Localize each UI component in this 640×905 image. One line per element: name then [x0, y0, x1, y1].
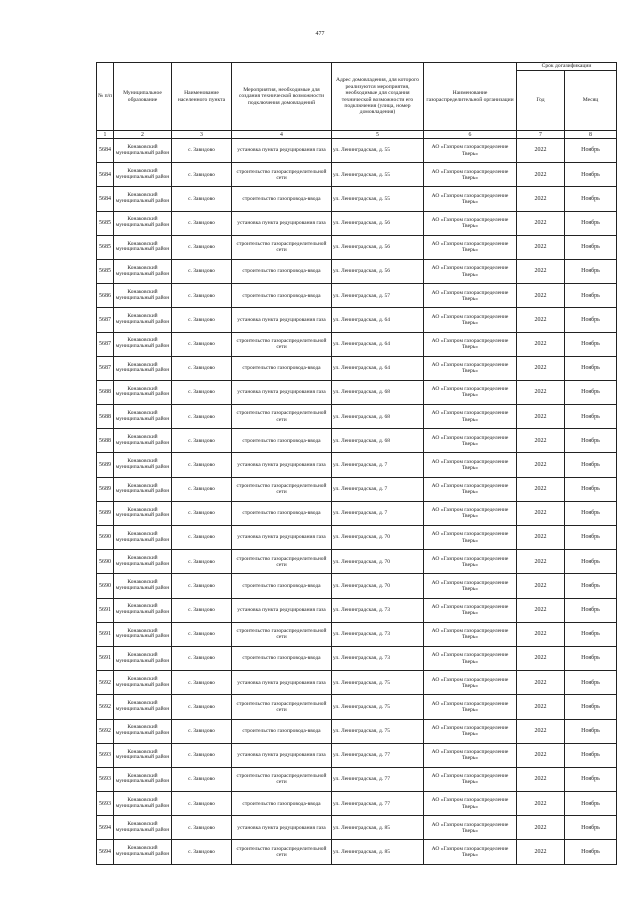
column-number: 3: [172, 131, 232, 139]
year-cell: 2022: [517, 405, 565, 429]
organization-cell: АО «Газпром газораспределение Тверь»: [424, 429, 517, 453]
year-cell: 2022: [517, 139, 565, 163]
measure-cell: строительство газопровода-ввода: [232, 356, 332, 380]
month-cell: Ноябрь: [565, 767, 617, 791]
address-cell: ул. Ленинградская, д. 75: [332, 719, 424, 743]
measure-cell: строительство газопровода-ввода: [232, 574, 332, 598]
measure-cell: строительство газопровода-ввода: [232, 259, 332, 283]
organization-cell: АО «Газпром газораспределение Тверь»: [424, 840, 517, 864]
organization-cell: АО «Газпром газораспределение Тверь»: [424, 163, 517, 187]
year-cell: 2022: [517, 187, 565, 211]
measure-cell: строительство газораспределительной сети: [232, 405, 332, 429]
measure-cell: строительство газораспределительной сети: [232, 332, 332, 356]
row-number: 5690: [97, 574, 114, 598]
municipality-cell: Конаковский муниципальный район: [114, 405, 172, 429]
column-number: 5: [332, 131, 424, 139]
year-cell: 2022: [517, 308, 565, 332]
organization-cell: АО «Газпром газораспределение Тверь»: [424, 792, 517, 816]
address-cell: ул. Ленинградская, д. 7: [332, 453, 424, 477]
measure-cell: установка пункта редуцирования газа: [232, 308, 332, 332]
month-cell: Ноябрь: [565, 598, 617, 622]
table-row: [97, 671, 617, 695]
year-cell: 2022: [517, 743, 565, 767]
organization-cell: АО «Газпром газораспределение Тверь»: [424, 622, 517, 646]
municipality-cell: Конаковский муниципальный район: [114, 743, 172, 767]
month-cell: Ноябрь: [565, 550, 617, 574]
organization-cell: АО «Газпром газораспределение Тверь»: [424, 356, 517, 380]
column-number: 1: [97, 131, 114, 139]
year-cell: 2022: [517, 380, 565, 404]
settlement-cell: с. Завидово: [172, 574, 232, 598]
year-cell: 2022: [517, 598, 565, 622]
municipality-cell: Конаковский муниципальный район: [114, 284, 172, 308]
organization-cell: АО «Газпром газораспределение Тверь»: [424, 671, 517, 695]
row-number: 5684: [97, 139, 114, 163]
year-cell: 2022: [517, 622, 565, 646]
header-address: Адрес домовладения, для которого реализуются мероприятия, необходимые для создания технической возможности его подключения (улица, номер домовладения): [332, 63, 424, 131]
table-row: [97, 477, 617, 501]
year-cell: 2022: [517, 719, 565, 743]
month-cell: Ноябрь: [565, 453, 617, 477]
address-cell: ул. Ленинградская, д. 77: [332, 743, 424, 767]
row-number: 5691: [97, 646, 114, 670]
table-row: [97, 646, 617, 670]
settlement-cell: с. Завидово: [172, 187, 232, 211]
year-cell: 2022: [517, 646, 565, 670]
address-cell: ул. Ленинградская, д. 64: [332, 308, 424, 332]
measure-cell: строительство газопровода-ввода: [232, 429, 332, 453]
address-cell: ул. Ленинградская, д. 70: [332, 550, 424, 574]
year-cell: 2022: [517, 163, 565, 187]
address-cell: ул. Ленинградская, д. 68: [332, 380, 424, 404]
organization-cell: АО «Газпром газораспределение Тверь»: [424, 332, 517, 356]
month-cell: Ноябрь: [565, 332, 617, 356]
table-row: [97, 356, 617, 380]
table-row: [97, 816, 617, 840]
municipality-cell: Конаковский муниципальный район: [114, 139, 172, 163]
measure-cell: строительство газораспределительной сети: [232, 695, 332, 719]
settlement-cell: с. Завидово: [172, 332, 232, 356]
table-row: [97, 695, 617, 719]
municipality-cell: Конаковский муниципальный район: [114, 767, 172, 791]
year-cell: 2022: [517, 574, 565, 598]
measure-cell: строительство газопровода-ввода: [232, 792, 332, 816]
column-numbers-row: [97, 131, 617, 139]
address-cell: ул. Ленинградская, д. 56: [332, 211, 424, 235]
settlement-cell: с. Завидово: [172, 501, 232, 525]
table-row: [97, 526, 617, 550]
organization-cell: АО «Газпром газораспределение Тверь»: [424, 477, 517, 501]
row-number: 5694: [97, 816, 114, 840]
measure-cell: строительство газопровода-ввода: [232, 284, 332, 308]
year-cell: 2022: [517, 211, 565, 235]
month-cell: Ноябрь: [565, 308, 617, 332]
organization-cell: АО «Газпром газораспределение Тверь»: [424, 816, 517, 840]
table-row: [97, 453, 617, 477]
header-mo: Муниципальное образование: [114, 63, 172, 131]
organization-cell: АО «Газпром газораспределение Тверь»: [424, 501, 517, 525]
municipality-cell: Конаковский муниципальный район: [114, 332, 172, 356]
organization-cell: АО «Газпром газораспределение Тверь»: [424, 574, 517, 598]
settlement-cell: с. Завидово: [172, 695, 232, 719]
address-cell: ул. Ленинградская, д. 64: [332, 356, 424, 380]
address-cell: ул. Ленинградская, д. 73: [332, 598, 424, 622]
header-settlement: Наименование населенного пункта: [172, 63, 232, 131]
row-number: 5688: [97, 380, 114, 404]
organization-cell: АО «Газпром газораспределение Тверь»: [424, 235, 517, 259]
measure-cell: установка пункта редуцирования газа: [232, 380, 332, 404]
row-number: 5684: [97, 187, 114, 211]
month-cell: Ноябрь: [565, 671, 617, 695]
year-cell: 2022: [517, 429, 565, 453]
month-cell: Ноябрь: [565, 405, 617, 429]
measure-cell: установка пункта редуцирования газа: [232, 598, 332, 622]
month-cell: Ноябрь: [565, 695, 617, 719]
row-number: 5685: [97, 211, 114, 235]
address-cell: ул. Ленинградская, д. 75: [332, 695, 424, 719]
address-cell: ул. Ленинградская, д. 70: [332, 526, 424, 550]
settlement-cell: с. Завидово: [172, 550, 232, 574]
year-cell: 2022: [517, 695, 565, 719]
year-cell: 2022: [517, 259, 565, 283]
row-number: 5693: [97, 743, 114, 767]
municipality-cell: Конаковский муниципальный район: [114, 695, 172, 719]
month-cell: Ноябрь: [565, 574, 617, 598]
settlement-cell: с. Завидово: [172, 405, 232, 429]
settlement-cell: с. Завидово: [172, 429, 232, 453]
table-row: [97, 598, 617, 622]
address-cell: ул. Ленинградская, д. 57: [332, 284, 424, 308]
municipality-cell: Конаковский муниципальный район: [114, 211, 172, 235]
column-number: 4: [232, 131, 332, 139]
row-number: 5687: [97, 332, 114, 356]
measure-cell: установка пункта редуцирования газа: [232, 816, 332, 840]
settlement-cell: с. Завидово: [172, 284, 232, 308]
table-row: [97, 405, 617, 429]
address-cell: ул. Ленинградская, д. 75: [332, 671, 424, 695]
address-cell: ул. Ленинградская, д. 55: [332, 139, 424, 163]
month-cell: Ноябрь: [565, 719, 617, 743]
table-row: [97, 840, 617, 864]
settlement-cell: с. Завидово: [172, 526, 232, 550]
measure-cell: строительство газопровода-ввода: [232, 646, 332, 670]
column-number: 2: [114, 131, 172, 139]
municipality-cell: Конаковский муниципальный район: [114, 816, 172, 840]
year-cell: 2022: [517, 477, 565, 501]
table-row: [97, 211, 617, 235]
measure-cell: установка пункта редуцирования газа: [232, 453, 332, 477]
organization-cell: АО «Газпром газораспределение Тверь»: [424, 767, 517, 791]
measure-cell: строительство газораспределительной сети: [232, 840, 332, 864]
settlement-cell: с. Завидово: [172, 767, 232, 791]
measure-cell: строительство газораспределительной сети: [232, 767, 332, 791]
year-cell: 2022: [517, 792, 565, 816]
table-row: [97, 743, 617, 767]
municipality-cell: Конаковский муниципальный район: [114, 477, 172, 501]
column-number: 7: [517, 131, 565, 139]
month-cell: Ноябрь: [565, 622, 617, 646]
municipality-cell: Конаковский муниципальный район: [114, 501, 172, 525]
year-cell: 2022: [517, 332, 565, 356]
table-row: [97, 139, 617, 163]
row-number: 5689: [97, 453, 114, 477]
municipality-cell: Конаковский муниципальный район: [114, 380, 172, 404]
table-row: [97, 187, 617, 211]
measure-cell: установка пункта редуцирования газа: [232, 743, 332, 767]
table-row: [97, 501, 617, 525]
row-number: 5687: [97, 308, 114, 332]
month-cell: Ноябрь: [565, 646, 617, 670]
row-number: 5692: [97, 719, 114, 743]
organization-cell: АО «Газпром газораспределение Тверь»: [424, 187, 517, 211]
settlement-cell: с. Завидово: [172, 622, 232, 646]
measure-cell: установка пункта редуцирования газа: [232, 139, 332, 163]
month-cell: Ноябрь: [565, 356, 617, 380]
month-cell: Ноябрь: [565, 284, 617, 308]
measure-cell: строительство газораспределительной сети: [232, 235, 332, 259]
year-cell: 2022: [517, 284, 565, 308]
organization-cell: АО «Газпром газораспределение Тверь»: [424, 453, 517, 477]
address-cell: ул. Ленинградская, д. 55: [332, 187, 424, 211]
table-row: [97, 308, 617, 332]
measure-cell: установка пункта редуцирования газа: [232, 526, 332, 550]
municipality-cell: Конаковский муниципальный район: [114, 187, 172, 211]
organization-cell: АО «Газпром газораспределение Тверь»: [424, 695, 517, 719]
row-number: 5688: [97, 429, 114, 453]
settlement-cell: с. Завидово: [172, 235, 232, 259]
row-number: 5691: [97, 598, 114, 622]
settlement-cell: с. Завидово: [172, 598, 232, 622]
month-cell: Ноябрь: [565, 477, 617, 501]
organization-cell: АО «Газпром газораспределение Тверь»: [424, 308, 517, 332]
settlement-cell: с. Завидово: [172, 671, 232, 695]
address-cell: ул. Ленинградская, д. 56: [332, 259, 424, 283]
header-measures: Мероприятия, необходимые для создания технической возможности подключения домовладений: [232, 63, 332, 131]
address-cell: ул. Ленинградская, д. 85: [332, 816, 424, 840]
row-number: 5687: [97, 356, 114, 380]
month-cell: Ноябрь: [565, 211, 617, 235]
settlement-cell: с. Завидово: [172, 743, 232, 767]
month-cell: Ноябрь: [565, 187, 617, 211]
table-row: [97, 574, 617, 598]
address-cell: ул. Ленинградская, д. 73: [332, 622, 424, 646]
month-cell: Ноябрь: [565, 501, 617, 525]
municipality-cell: Конаковский муниципальный район: [114, 792, 172, 816]
organization-cell: АО «Газпром газораспределение Тверь»: [424, 284, 517, 308]
row-number: 5685: [97, 259, 114, 283]
settlement-cell: с. Завидово: [172, 308, 232, 332]
address-cell: ул. Ленинградская, д. 64: [332, 332, 424, 356]
table-row: [97, 284, 617, 308]
header-num: № п/п: [97, 63, 114, 131]
table-row: [97, 429, 617, 453]
municipality-cell: Конаковский муниципальный район: [114, 429, 172, 453]
header-term: Срок догазификации: [517, 63, 617, 71]
month-cell: Ноябрь: [565, 235, 617, 259]
municipality-cell: Конаковский муниципальный район: [114, 259, 172, 283]
table-row: [97, 380, 617, 404]
row-number: 5692: [97, 695, 114, 719]
settlement-cell: с. Завидово: [172, 380, 232, 404]
organization-cell: АО «Газпром газораспределение Тверь»: [424, 139, 517, 163]
row-number: 5690: [97, 526, 114, 550]
year-cell: 2022: [517, 816, 565, 840]
measure-cell: строительство газопровода-ввода: [232, 719, 332, 743]
municipality-cell: Конаковский муниципальный район: [114, 550, 172, 574]
municipality-cell: Конаковский муниципальный район: [114, 574, 172, 598]
municipality-cell: Конаковский муниципальный район: [114, 235, 172, 259]
settlement-cell: с. Завидово: [172, 453, 232, 477]
row-number: 5693: [97, 767, 114, 791]
settlement-cell: с. Завидово: [172, 840, 232, 864]
organization-cell: АО «Газпром газораспределение Тверь»: [424, 211, 517, 235]
settlement-cell: с. Завидово: [172, 259, 232, 283]
address-cell: ул. Ленинградская, д. 85: [332, 840, 424, 864]
year-cell: 2022: [517, 526, 565, 550]
month-cell: Ноябрь: [565, 743, 617, 767]
municipality-cell: Конаковский муниципальный район: [114, 526, 172, 550]
municipality-cell: Конаковский муниципальный район: [114, 671, 172, 695]
organization-cell: АО «Газпром газораспределение Тверь»: [424, 526, 517, 550]
organization-cell: АО «Газпром газораспределение Тверь»: [424, 405, 517, 429]
month-cell: Ноябрь: [565, 380, 617, 404]
column-number: 8: [565, 131, 617, 139]
municipality-cell: Конаковский муниципальный район: [114, 598, 172, 622]
address-cell: ул. Ленинградская, д. 7: [332, 477, 424, 501]
settlement-cell: с. Завидово: [172, 816, 232, 840]
address-cell: ул. Ленинградская, д. 77: [332, 767, 424, 791]
year-cell: 2022: [517, 550, 565, 574]
year-cell: 2022: [517, 453, 565, 477]
row-number: 5689: [97, 477, 114, 501]
municipality-cell: Конаковский муниципальный район: [114, 719, 172, 743]
month-cell: Ноябрь: [565, 526, 617, 550]
municipality-cell: Конаковский муниципальный район: [114, 163, 172, 187]
measure-cell: строительство газораспределительной сети: [232, 622, 332, 646]
organization-cell: АО «Газпром газораспределение Тверь»: [424, 550, 517, 574]
month-cell: Ноябрь: [565, 259, 617, 283]
measure-cell: установка пункта редуцирования газа: [232, 211, 332, 235]
address-cell: ул. Ленинградская, д. 77: [332, 792, 424, 816]
month-cell: Ноябрь: [565, 429, 617, 453]
organization-cell: АО «Газпром газораспределение Тверь»: [424, 719, 517, 743]
month-cell: Ноябрь: [565, 840, 617, 864]
organization-cell: АО «Газпром газораспределение Тверь»: [424, 646, 517, 670]
month-cell: Ноябрь: [565, 163, 617, 187]
address-cell: ул. Ленинградская, д. 73: [332, 646, 424, 670]
table-row: [97, 550, 617, 574]
municipality-cell: Конаковский муниципальный район: [114, 356, 172, 380]
measure-cell: строительство газораспределительной сети: [232, 477, 332, 501]
month-cell: Ноябрь: [565, 816, 617, 840]
table-row: [97, 622, 617, 646]
settlement-cell: с. Завидово: [172, 211, 232, 235]
settlement-cell: с. Завидово: [172, 163, 232, 187]
row-number: 5688: [97, 405, 114, 429]
table-row: [97, 767, 617, 791]
measure-cell: строительство газораспределительной сети: [232, 550, 332, 574]
table-row: [97, 332, 617, 356]
year-cell: 2022: [517, 767, 565, 791]
address-cell: ул. Ленинградская, д. 68: [332, 429, 424, 453]
settlement-cell: с. Завидово: [172, 646, 232, 670]
measure-cell: строительство газопровода-ввода: [232, 501, 332, 525]
measure-cell: строительство газопровода-ввода: [232, 187, 332, 211]
table-row: [97, 792, 617, 816]
row-number: 5689: [97, 501, 114, 525]
row-number: 5686: [97, 284, 114, 308]
address-cell: ул. Ленинградская, д. 56: [332, 235, 424, 259]
row-number: 5685: [97, 235, 114, 259]
row-number: 5692: [97, 671, 114, 695]
header-month: Месяц: [565, 71, 617, 131]
month-cell: Ноябрь: [565, 792, 617, 816]
table-row: [97, 235, 617, 259]
year-cell: 2022: [517, 356, 565, 380]
row-number: 5690: [97, 550, 114, 574]
year-cell: 2022: [517, 235, 565, 259]
header-org: Наименование газораспределительной организации: [424, 63, 517, 131]
municipality-cell: Конаковский муниципальный район: [114, 646, 172, 670]
municipality-cell: Конаковский муниципальный район: [114, 622, 172, 646]
page-number: 477: [315, 31, 325, 37]
year-cell: 2022: [517, 671, 565, 695]
table-row: [97, 259, 617, 283]
address-cell: ул. Ленинградская, д. 55: [332, 163, 424, 187]
address-cell: ул. Ленинградская, д. 68: [332, 405, 424, 429]
municipality-cell: Конаковский муниципальный район: [114, 308, 172, 332]
column-number: 6: [424, 131, 517, 139]
gasification-table: [96, 62, 617, 865]
row-number: 5693: [97, 792, 114, 816]
organization-cell: АО «Газпром газораспределение Тверь»: [424, 259, 517, 283]
row-number: 5684: [97, 163, 114, 187]
table-row: [97, 163, 617, 187]
organization-cell: АО «Газпром газораспределение Тверь»: [424, 743, 517, 767]
measure-cell: строительство газораспределительной сети: [232, 163, 332, 187]
organization-cell: АО «Газпром газораспределение Тверь»: [424, 598, 517, 622]
municipality-cell: Конаковский муниципальный район: [114, 453, 172, 477]
table-row: [97, 719, 617, 743]
header-year: Год: [517, 71, 565, 131]
address-cell: ул. Ленинградская, д. 70: [332, 574, 424, 598]
year-cell: 2022: [517, 501, 565, 525]
municipality-cell: Конаковский муниципальный район: [114, 840, 172, 864]
address-cell: ул. Ленинградская, д. 7: [332, 501, 424, 525]
settlement-cell: с. Завидово: [172, 356, 232, 380]
row-number: 5691: [97, 622, 114, 646]
month-cell: Ноябрь: [565, 139, 617, 163]
measure-cell: установка пункта редуцирования газа: [232, 671, 332, 695]
settlement-cell: с. Завидово: [172, 792, 232, 816]
settlement-cell: с. Завидово: [172, 719, 232, 743]
year-cell: 2022: [517, 840, 565, 864]
settlement-cell: с. Завидово: [172, 477, 232, 501]
settlement-cell: с. Завидово: [172, 139, 232, 163]
organization-cell: АО «Газпром газораспределение Тверь»: [424, 380, 517, 404]
row-number: 5694: [97, 840, 114, 864]
